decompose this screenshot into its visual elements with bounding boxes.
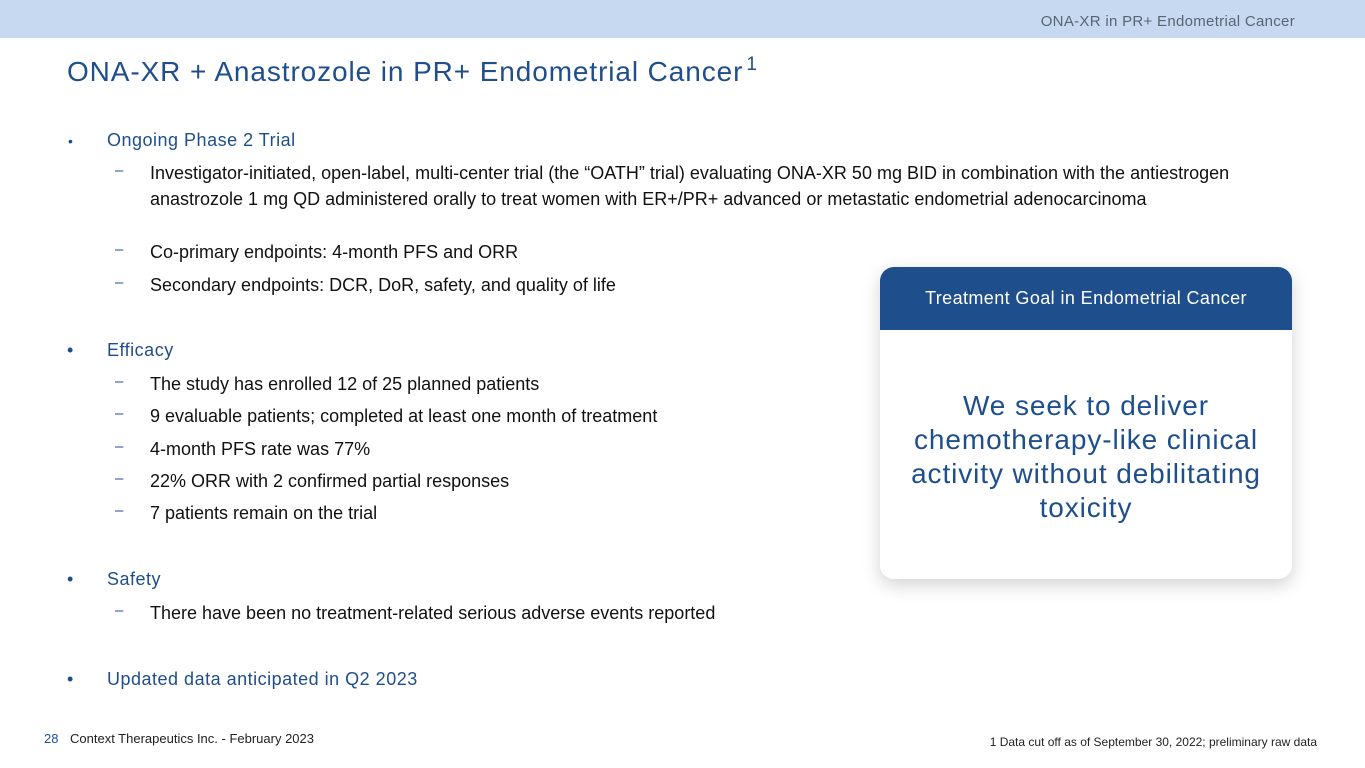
card-body-text: We seek to deliver chemotherapy-like clinical activity without debilitating toxicity: [911, 390, 1261, 523]
list-item-text: Investigator-initiated, open-label, multi-center trial (the “OATH” trial) evaluating ONA-XR 50 mg BID in combination with the antiestrogen anastrozole 1 mg QD administered orally to treat women with ER+/PR+ advanced or metastatic endometrial adenocarcinoma: [150, 163, 1230, 209]
dash-marker: –: [115, 470, 124, 487]
section-heading: Ongoing Phase 2 Trial: [107, 130, 296, 150]
bullet-marker: •: [68, 133, 73, 149]
footnote: 1 Data cut off as of September 30, 2022; preliminary raw data: [989, 735, 1317, 749]
treatment-goal-card: [880, 267, 1292, 579]
dash-marker: –: [115, 438, 124, 455]
dash-marker: –: [115, 162, 124, 179]
list-item-text: The study has enrolled 12 of 25 planned patients: [150, 374, 540, 394]
list-item-text: There have been no treatment-related serious adverse events reported: [150, 603, 716, 623]
footnote-marker: 1: [746, 54, 758, 75]
slide-title-text: ONA-XR + Anastrozole in PR+ Endometrial Cancer: [67, 56, 744, 87]
list-item-text: 4-month PFS rate was 77%: [150, 439, 371, 459]
card-header: Treatment Goal in Endometrial Cancer: [880, 267, 1292, 330]
page-number: 28: [44, 731, 59, 746]
list-item-text: 22% ORR with 2 confirmed partial responses: [150, 471, 510, 491]
list-item-text: Co-primary endpoints: 4-month PFS and ORR: [150, 242, 519, 262]
top-banner: [0, 0, 1365, 38]
slide-title: [67, 54, 758, 88]
list-item-text: Secondary endpoints: DCR, DoR, safety, and quality of life: [150, 275, 616, 295]
banner-title: ONA-XR in PR+ Endometrial Cancer: [1040, 13, 1295, 30]
dash-marker: –: [115, 241, 124, 258]
list-item-text: 7 patients remain on the trial: [150, 503, 378, 523]
section-heading: Safety: [107, 569, 162, 589]
section-heading: Efficacy: [107, 340, 174, 360]
section-heading: Updated data anticipated in Q2 2023: [107, 669, 418, 689]
dash-marker: –: [115, 502, 124, 519]
footer-company: Context Therapeutics Inc. - February 2023: [70, 731, 314, 746]
bullet-marker: •: [67, 569, 74, 589]
bullet-marker: •: [67, 669, 74, 689]
dash-marker: –: [115, 373, 124, 390]
dash-marker: –: [115, 602, 124, 619]
bullet-marker: •: [67, 340, 74, 360]
dash-marker: –: [115, 405, 124, 422]
list-item-text: 9 evaluable patients; completed at least one month of treatment: [150, 406, 658, 426]
dash-marker: –: [115, 274, 124, 291]
